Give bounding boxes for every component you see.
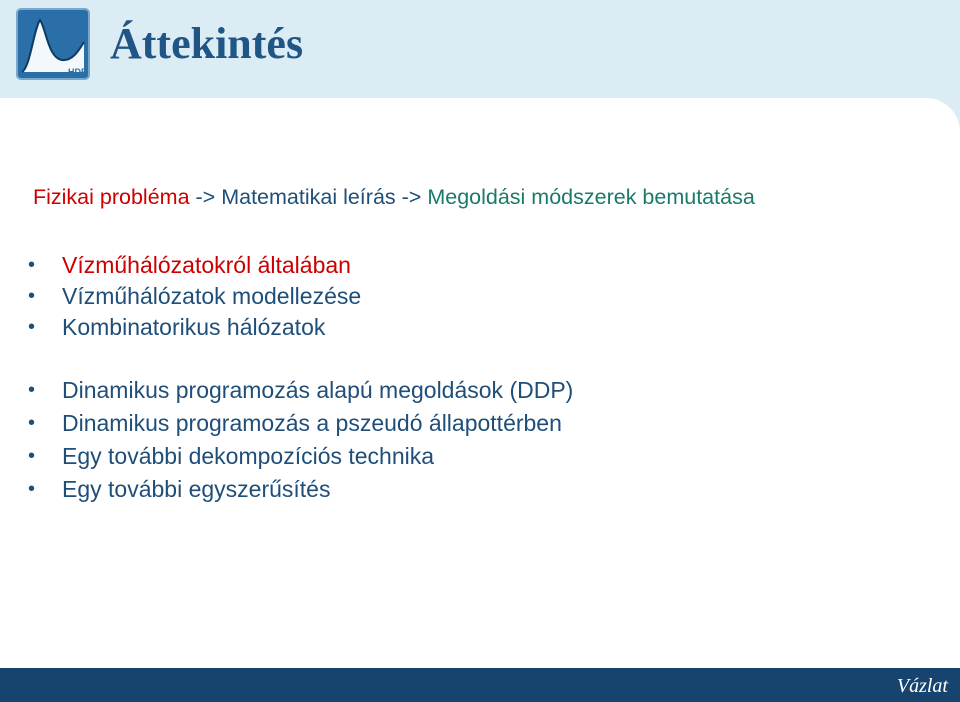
list-item-text: Kombinatorikus hálózatok: [62, 314, 326, 340]
bullet-list-methods: [28, 374, 573, 506]
page-title: Áttekintés: [110, 19, 304, 68]
list-item: [28, 374, 573, 407]
list-item: [28, 440, 573, 473]
list-item-text: Dinamikus programozás a pszeudó állapottérben: [62, 410, 562, 436]
list-item: [28, 407, 573, 440]
list-item: [28, 473, 573, 506]
subtitle-math: Matematikai leírás: [221, 185, 396, 209]
list-item-text: Dinamikus programozás alapú megoldások (DDP): [62, 377, 574, 403]
bullet-dot-icon: •: [28, 285, 36, 307]
bullet-dot-icon: •: [28, 316, 36, 338]
list-item: [28, 312, 361, 343]
list-item: [28, 250, 361, 281]
bullet-dot-icon: •: [28, 379, 36, 401]
bullet-dot-icon: •: [28, 445, 36, 467]
bullet-dot-icon: •: [28, 412, 36, 434]
list-item-text: Egy további egyszerűsítés: [62, 476, 331, 502]
list-item-text: Vízműhálózatok modellezése: [62, 283, 362, 309]
subtitle-problem: Fizikai probléma: [33, 185, 190, 209]
subtitle-arrow-2: ->: [395, 185, 428, 209]
logo-text: HDR: [68, 67, 88, 77]
bullet-dot-icon: •: [28, 478, 36, 500]
list-item: [28, 281, 361, 312]
footer-label: Vázlat: [896, 675, 948, 697]
subtitle-arrow-1: ->: [189, 185, 222, 209]
bullet-list-intro: [28, 250, 361, 343]
list-item-text: Egy további dekompozíciós technika: [62, 443, 435, 469]
list-item-text: Vízműhálózatokról általában: [62, 252, 351, 278]
subtitle: [33, 183, 755, 211]
subtitle-methods: Megoldási módszerek bemutatása: [427, 185, 755, 209]
hdr-logo-icon: [16, 8, 90, 80]
bullet-dot-icon: •: [28, 254, 36, 276]
footer-bar: [0, 668, 960, 702]
